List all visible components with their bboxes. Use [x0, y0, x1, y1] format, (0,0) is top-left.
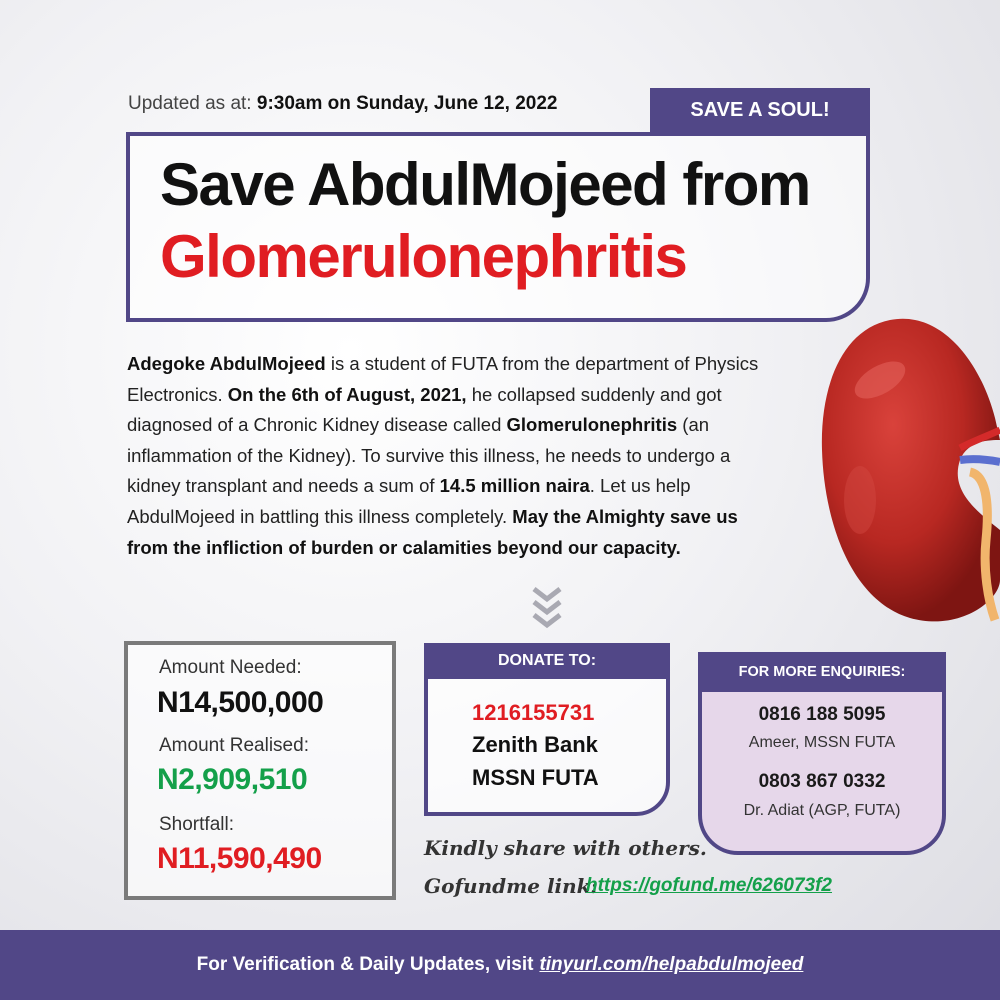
story-text-1: is a student of FUTA from the department of Physics Electronics. [127, 353, 759, 405]
bank-name: Zenith Bank [472, 732, 598, 757]
page-title-line2: Glomerulonephritis [160, 223, 687, 290]
story-date: On the 6th of August, 2021, [227, 383, 467, 405]
story-prayer: May the Almighty save us from the infliction of burden or calamities beyond our capacity. [127, 505, 738, 558]
story-paragraph [127, 349, 777, 563]
amount-realised-value: N2,909,510 [157, 763, 308, 796]
story-amount: 14.5 million naira [439, 475, 590, 497]
footer-bar [0, 930, 1000, 1000]
enquiry-phone-1[interactable]: 0816 188 5095 [758, 704, 886, 725]
account-number: 1216155731 [472, 700, 595, 725]
story-text-4: . Let us help AbdulMojeed in battling this illness completely. [127, 475, 691, 527]
amount-realised-label: Amount Realised: [159, 735, 309, 756]
share-text: Kindly share with others. [424, 836, 707, 860]
gofundme-link[interactable]: https://gofund.me/626073f2 [586, 875, 832, 896]
shortfall-label: Shortfall: [159, 814, 234, 835]
donate-heading: DONATE TO: [424, 643, 670, 679]
account-name: MSSN FUTA [472, 765, 599, 790]
page-title-line1: Save AbdulMojeed from [160, 151, 810, 218]
footer-text: For Verification & Daily Updates, visit [196, 954, 534, 975]
story-disease: Glomerulonephritis [506, 414, 678, 436]
enquiry-phone-2[interactable]: 0803 867 0332 [758, 771, 886, 792]
kidney-illustration [800, 300, 1000, 630]
enquiry-name-1: Ameer, MSSN FUTA [748, 734, 896, 751]
save-a-soul-badge: SAVE A SOUL! [650, 88, 870, 132]
verification-link[interactable]: tinyurl.com/helpabdulmojeed [539, 954, 804, 975]
chevron-down-icon [530, 585, 564, 631]
story-text-3: (an inflammation of the Kidney). To survive this illness, he needs to undergo a kidney transplant and needs a sum of [127, 414, 731, 497]
shortfall-value: N11,590,490 [157, 842, 322, 875]
story-name: Adegoke AbdulMojeed [127, 353, 326, 374]
enquiries-heading: FOR MORE ENQUIRIES: [698, 652, 946, 692]
amount-needed-value: N14,500,000 [157, 686, 324, 719]
enquiry-name-2: Dr. Adiat (AGP, FUTA) [743, 802, 901, 819]
updated-value: 9:30am on Sunday, June 12, 2022 [256, 93, 558, 114]
story-text-2: he collapsed suddenly and got diagnosed of a Chronic Kidney disease called [127, 383, 722, 436]
gofundme-label: Gofundme link: [424, 874, 598, 898]
amount-needed-label: Amount Needed: [159, 657, 302, 678]
updated-timestamp [128, 93, 558, 115]
updated-label: Updated as at: [128, 93, 252, 114]
